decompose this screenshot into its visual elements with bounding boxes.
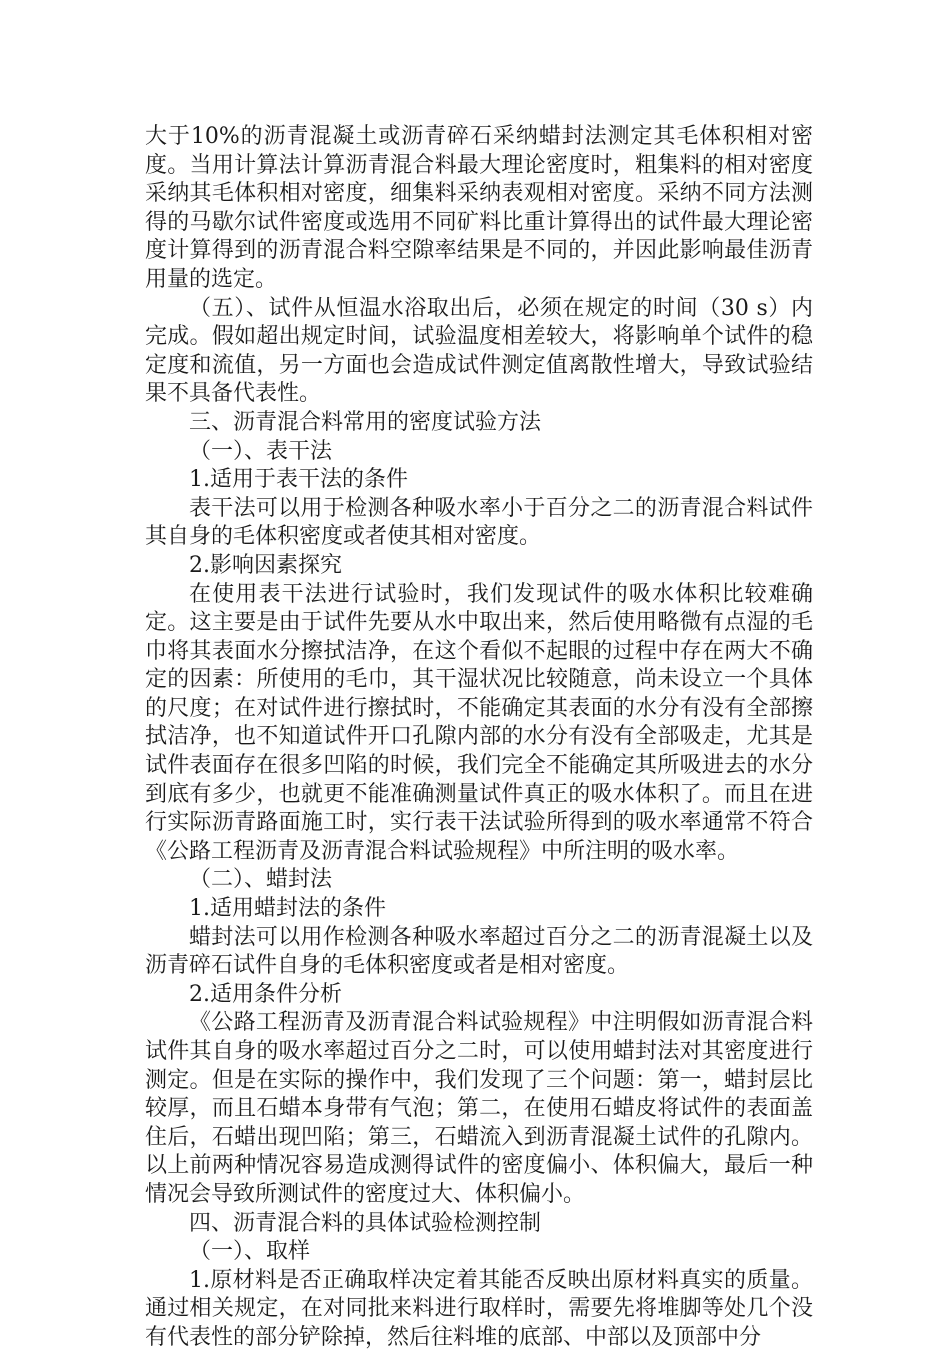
item-condition-analysis: 2.适用条件分析 [189, 981, 342, 1007]
paragraph-surface-dry-conditions: 表干法可以用于检测各种吸水率小于百分之二的沥青混合料试件其自身的毛体积密度或者使其相对密度。 [145, 495, 813, 550]
subheading-surface-dry-method: （一）、表干法 [189, 438, 333, 464]
paragraph-sampling: 1.原材料是否正确取样决定着其能否反映出原材料真实的质量。通过相关规定，在对同批来料进行取样时，需要先将堆脚等处几个没有代表性的部分铲除掉，然后往料堆的底部、中部以及顶部中分 [145, 1267, 813, 1350]
paragraph-specimen-timing: （五）、试件从恒温水浴取出后，必须在规定的时间（30 s）内完成。假如超出规定时间，试验温度相差较大，将影响单个试件的稳定度和流值，另一方面也会造成试件测定值离散性增大，导致试验结果不具备代表性。 [145, 295, 813, 407]
item-influencing-factors: 2.影响因素探究 [189, 552, 342, 578]
item-surface-dry-conditions: 1.适用于表干法的条件 [189, 467, 408, 493]
document-body [145, 123, 813, 1353]
paragraph-condition-analysis: 《公路工程沥青及沥青混合料试验规程》中注明假如沥青混合料试件其自身的吸水率超过百分之二时，可以使用蜡封法对其密度进行测定。但是在实际的操作中，我们发现了三个问题：第一，蜡封层比较厚，而且石蜡本身带有气泡；第二，在使用石蜡皮将试件的表面盖住后，石蜡出现凹陷；第三，石蜡流入到沥青混凝土试件的孔隙内。以上前两种情况容易造成测得试件的密度偏小、体积偏大，最后一种情况会导致所测试件的密度过大、体积偏小。 [145, 1010, 813, 1207]
paragraph-influencing-factors: 在使用表干法进行试验时，我们发现试件的吸水体积比较难确定。这主要是由于试件先要从水中取出来，然后使用略微有点湿的毛巾将其表面水分擦拭洁净，在这个看似不起眼的过程中存在两大不确定的因素：所使用的毛巾，其干湿状况比较随意，尚未设立一个具体的尺度；在对试件进行擦拭时，不能确定其表面的水分有没有全部擦拭洁净，也不知道试件开口孔隙内部的水分有没有全部吸走，尤其是试件表面存在很多凹陷的时候，我们完全不能确定其所吸进去的水分到底有多少，也就更不能准确测量试件真正的吸水体积了。而且在进行实际沥青路面施工时，实行表干法试验所得到的吸水率通常不符合《公路工程沥青及沥青混合料试验规程》中所注明的吸水率。 [145, 581, 813, 864]
item-wax-seal-conditions: 1.适用蜡封法的条件 [189, 896, 386, 922]
paragraph-wax-seal-conditions: 蜡封法可以用作检测各种吸水率超过百分之二的沥青混凝土以及沥青碎石试件自身的毛体积密度或者是相对密度。 [145, 924, 813, 979]
heading-section-3: 三、沥青混合料常用的密度试验方法 [189, 409, 542, 435]
paragraph-density-method-continuation: 大于10%的沥青混凝土或沥青碎石采纳蜡封法测定其毛体积相对密度。当用计算法计算沥青混合料最大理论密度时，粗集料的相对密度采纳其毛体积相对密度，细集料采纳表观相对密度。采纳不同方法测得的马歇尔试件密度或选用不同矿料比重计算得出的试件最大理论密度计算得到的沥青混合料空隙率结果是不同的，并因此影响最佳沥青用量的选定。 [145, 124, 813, 292]
subheading-wax-seal-method: （二）、蜡封法 [189, 867, 333, 893]
heading-section-4: 四、沥青混合料的具体试验检测控制 [189, 1210, 542, 1236]
subheading-sampling: （一）、取样 [189, 1239, 311, 1265]
